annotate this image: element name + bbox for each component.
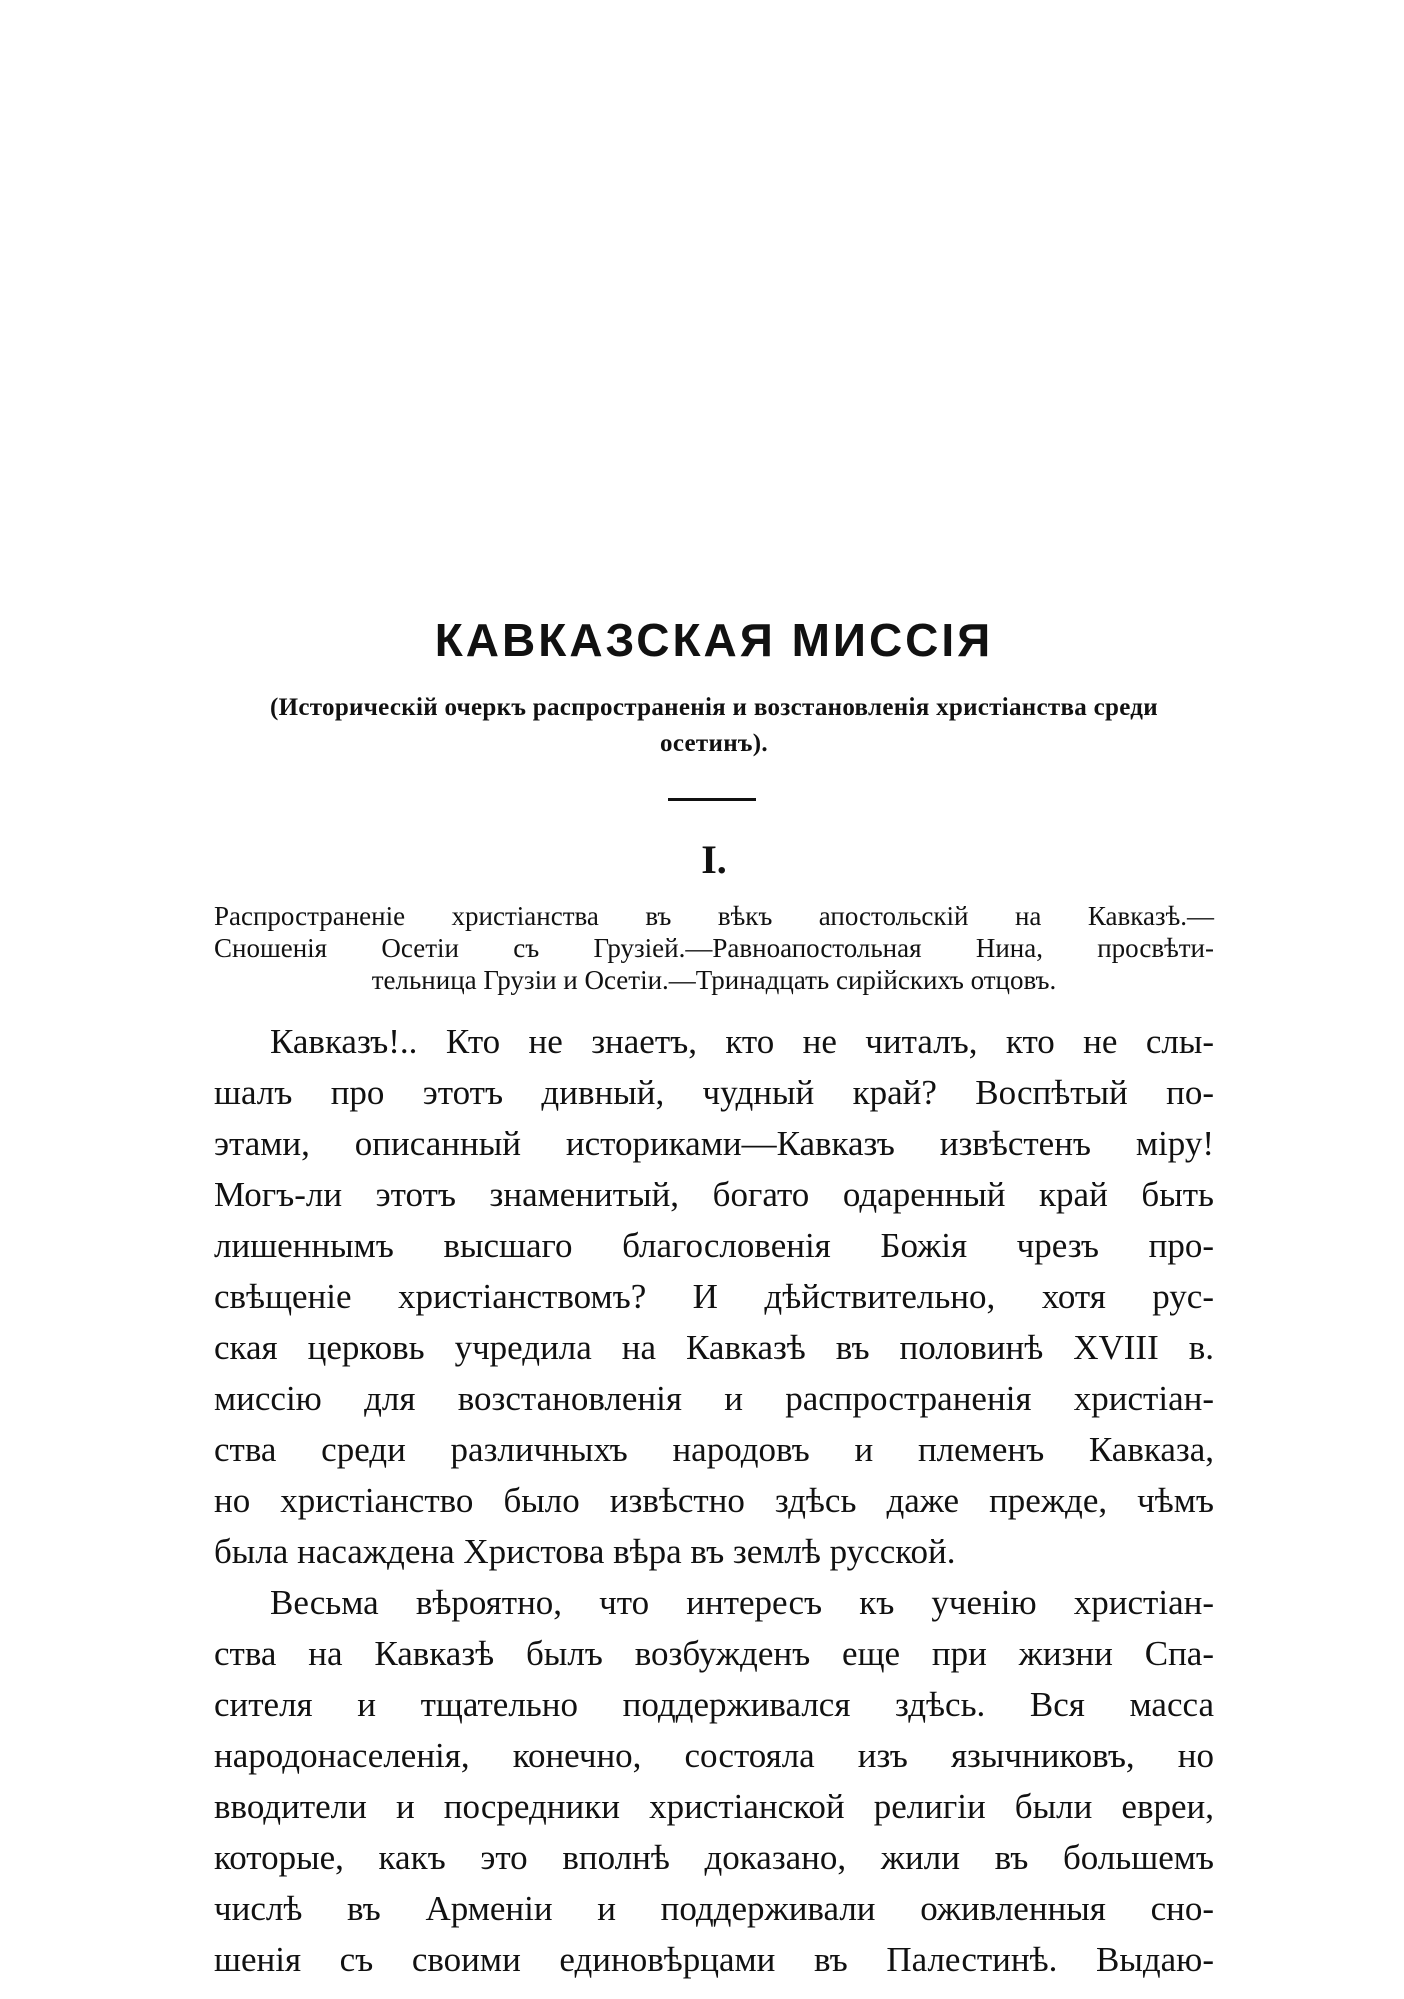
paragraph-1-line: ства среди различныхъ народовъ и племенъ Кавказа, bbox=[214, 1430, 1214, 1469]
paragraph-2-line: шенія съ своими единовѣрцами въ Палестинѣ. Выдаю- bbox=[214, 1940, 1214, 1979]
paragraph-1-line: миссію для возстановленія и распространенія христіан- bbox=[214, 1379, 1214, 1418]
chapter-summary bbox=[214, 900, 1214, 996]
paragraph-2-line: которые, какъ это вполнѣ доказано, жили въ большемъ bbox=[214, 1838, 1214, 1877]
subtitle-line: (Историческій очеркъ распространенія и возстановленія христіанства среди bbox=[270, 694, 1158, 721]
body-text bbox=[214, 1016, 1214, 1985]
paragraph-1-line: свѣщеніе христіанствомъ? И дѣйствительно, хотя рус- bbox=[214, 1277, 1214, 1316]
paragraph-2-line: Весьма вѣроятно, что интересъ къ ученію христіан- bbox=[270, 1583, 1214, 1622]
paragraph-1-line: была насаждена Христова вѣра въ землѣ русской. bbox=[214, 1532, 956, 1571]
paragraph-2-line: народонаселенія, конечно, состояла изъ язычниковъ, но bbox=[214, 1736, 1214, 1775]
summary-line: Сношенія Осетіи съ Грузіей.—Равноапостольная Нина, просвѣти- bbox=[214, 933, 1214, 963]
paragraph-1-line: Могъ-ли этотъ знаменитый, богато одаренный край быть bbox=[214, 1175, 1214, 1214]
paragraph-2-line: сителя и тщательно поддерживался здѣсь. Вся масса bbox=[214, 1685, 1214, 1724]
paragraph-1-line: этами, описанный историками—Кавказъ извѣстенъ міру! bbox=[214, 1124, 1214, 1163]
paragraph-1-line: ская церковь учредила на Кавказѣ въ половинѣ XVIII в. bbox=[214, 1328, 1214, 1367]
summary-line: Распространеніе христіанства въ вѣкъ апостольскій на Кавказѣ.— bbox=[214, 901, 1214, 931]
paragraph-1-line: Кавказъ!.. Кто не знаетъ, кто не читалъ, кто не слы- bbox=[270, 1022, 1214, 1061]
subtitle-line: осетинъ). bbox=[660, 730, 768, 757]
summary-line: тельница Грузіи и Осетіи.—Тринадцать сирійскихъ отцовъ. bbox=[371, 965, 1057, 995]
paragraph-2-line: вводители и посредники христіанской религіи были евреи, bbox=[214, 1787, 1214, 1826]
subtitle bbox=[214, 690, 1214, 762]
paragraph-1-line: но христіанство было извѣстно здѣсь даже прежде, чѣмъ bbox=[214, 1481, 1214, 1520]
chapter-number: I. bbox=[701, 837, 727, 882]
paragraph-1-line: лишеннымъ высшаго благословенія Божія чрезъ про- bbox=[214, 1226, 1214, 1265]
title-divider bbox=[668, 798, 756, 801]
paragraph-1-line: шалъ про этотъ дивный, чудный край? Воспѣтый по- bbox=[214, 1073, 1214, 1112]
paragraph-2-line: числѣ въ Арменіи и поддерживали оживленныя сно- bbox=[214, 1889, 1214, 1928]
page-title: КАВКАЗСКАЯ МИССІЯ bbox=[434, 614, 994, 666]
paragraph-2-line: ства на Кавказѣ былъ возбужденъ еще при жизни Спа- bbox=[214, 1634, 1214, 1673]
